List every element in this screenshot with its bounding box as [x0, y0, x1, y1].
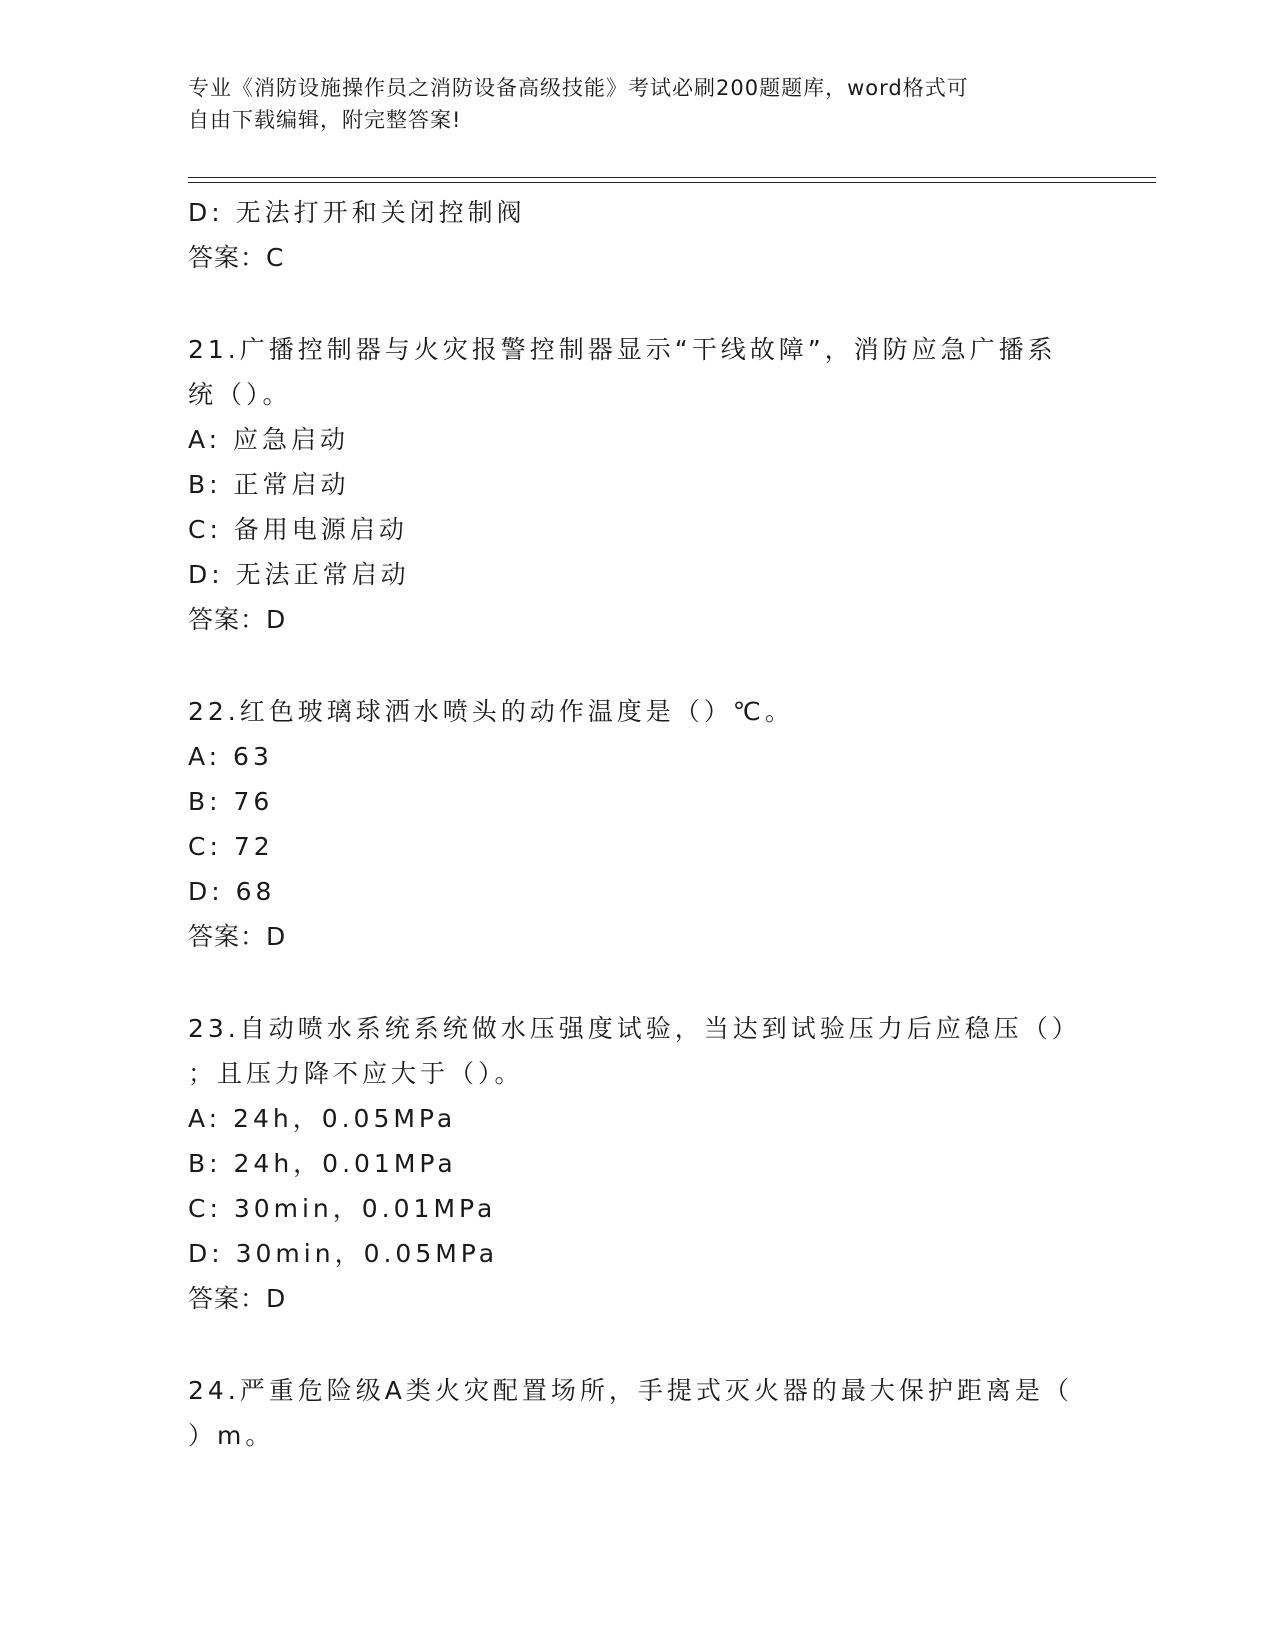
option-b: B: 24h，0.01MPa — [188, 1149, 457, 1178]
question-stem: 23.自动喷水系统系统做水压强度试验，当达到试验压力后应稳压（） — [188, 1014, 1081, 1043]
answer: 答案：D — [188, 1284, 287, 1313]
question-content — [188, 190, 1088, 1458]
option-c: C: 30min，0.01MPa — [188, 1194, 497, 1223]
question-stem: 21.广播控制器与火灾报警控制器显示“干线故障”，消防应急广播系 — [188, 335, 1057, 364]
question-21 — [188, 327, 1088, 643]
header-line-1: 专业《消防设施操作员之消防设备高级技能》考试必刷200题题库，word格式可 — [188, 76, 969, 100]
option-a: A: 24h，0.05MPa — [188, 1104, 457, 1133]
option-d: D: 68 — [188, 877, 276, 906]
header-line-2: 自由下载编辑，附完整答案! — [188, 108, 462, 132]
option-a: A: 63 — [188, 742, 273, 771]
question-23 — [188, 1006, 1088, 1322]
option-c: C: 72 — [188, 832, 274, 861]
option-b: B: 正常启动 — [188, 470, 350, 499]
document-header — [188, 72, 1068, 136]
option-d: D: 无法正常启动 — [188, 560, 410, 589]
answer: 答案：D — [188, 922, 287, 951]
question-22 — [188, 689, 1088, 960]
option-c: C: 备用电源启动 — [188, 515, 408, 544]
answer: 答案：D — [188, 605, 287, 634]
question-stem-cont: ；且压力降不应大于（）。 — [188, 1059, 524, 1088]
question-stem: 22.红色玻璃球洒水喷头的动作温度是（）℃。 — [188, 697, 794, 726]
option-a: A: 应急启动 — [188, 425, 350, 454]
question-stem-cont: 统（）。 — [188, 380, 292, 409]
option-d: D: 30min，0.05MPa — [188, 1239, 499, 1268]
header-divider-bottom — [188, 182, 1156, 183]
option-d: D: 无法打开和关闭控制阀 — [188, 198, 526, 227]
question-24 — [188, 1368, 1088, 1458]
question-stem-cont: ）m。 — [188, 1421, 275, 1450]
header-divider-top — [188, 177, 1156, 178]
option-b: B: 76 — [188, 787, 274, 816]
question-stem: 24.严重危险级A类火灾配置场所，手提式灭火器的最大保护距离是（ — [188, 1376, 1073, 1405]
answer: 答案：C — [188, 243, 285, 272]
